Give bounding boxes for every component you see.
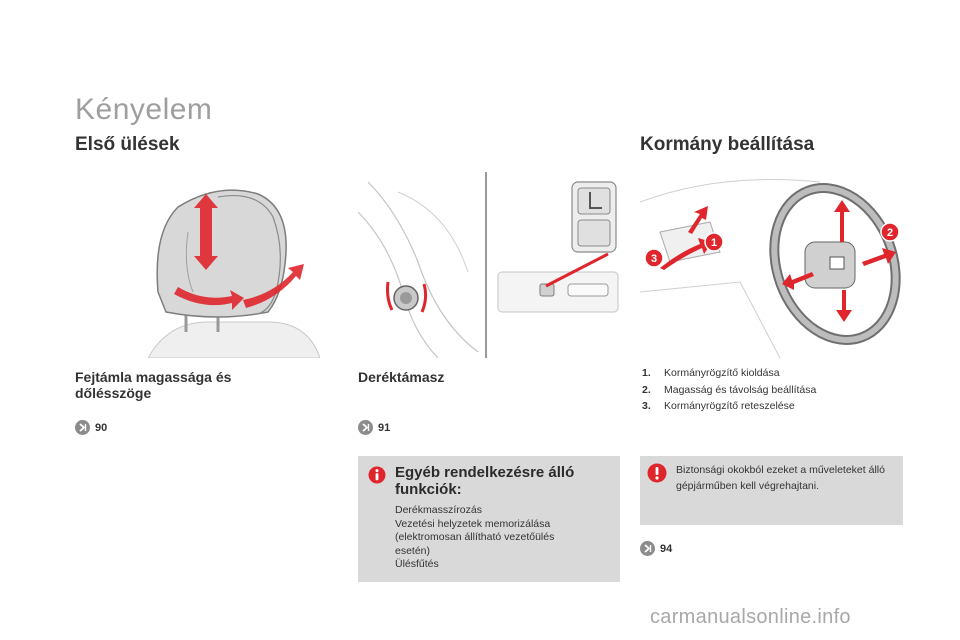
watermark: carmanualsonline.info — [650, 606, 851, 628]
warning-box — [640, 456, 903, 525]
page-ref-number: 94 — [660, 542, 673, 555]
step-number: 1. — [642, 367, 651, 379]
steering-steps-list — [642, 367, 816, 417]
list-item — [642, 384, 816, 401]
info-icon — [368, 466, 386, 489]
headrest-illustration — [148, 172, 320, 358]
page-ref-90[interactable] — [75, 420, 107, 435]
callout-2: 2 — [886, 227, 894, 239]
info-line: esetén) — [395, 544, 431, 557]
info-line: Derékmasszírozás — [395, 504, 482, 516]
info-line: Vezetési helyzetek memorizálása — [395, 517, 551, 530]
info-line: (elektromosan állítható vezetőülés — [395, 531, 555, 543]
page-ref-number: 91 — [378, 421, 391, 434]
step-text: Kormányrögzítő kioldása — [664, 367, 780, 379]
lumbar-caption: Deréktámasz — [358, 369, 445, 385]
info-box-lines — [395, 504, 554, 572]
chevron-right-icon — [358, 420, 373, 435]
callout-3: 3 — [650, 253, 658, 265]
list-item — [642, 400, 816, 417]
step-text: Kormányrögzítő reteszelése — [664, 400, 795, 412]
lumbar-support-illustration — [358, 172, 620, 358]
warning-icon — [647, 463, 667, 488]
section-title-front-seats: Első ülések — [75, 134, 180, 155]
callout-1: 1 — [710, 237, 718, 249]
section-title-steering-adjustment: Kormány beállítása — [640, 134, 815, 155]
list-item — [642, 367, 816, 384]
page-ref-94[interactable] — [640, 541, 672, 556]
steering-wheel-illustration — [640, 172, 903, 358]
step-number: 3. — [642, 400, 651, 412]
info-box — [358, 456, 620, 582]
step-number: 2. — [642, 383, 651, 396]
page-ref-91[interactable] — [358, 420, 390, 435]
info-line: Ülésfűtés — [395, 558, 439, 570]
chevron-right-icon — [75, 420, 90, 435]
step-text: Magasság és távolság beállítása — [664, 383, 817, 396]
warning-text: Biztonsági okokból ezeket a műveleteket álló gépjárműben kell végrehajtani. — [676, 464, 885, 492]
info-box-title: Egyéb rendelkezésre álló funkciók: — [395, 464, 575, 498]
chevron-right-icon — [640, 541, 655, 556]
page-title: Kényelem — [75, 93, 213, 126]
page-ref-number: 90 — [95, 421, 108, 434]
headrest-caption: Fejtámla magassága és dőlésszöge — [75, 369, 232, 401]
